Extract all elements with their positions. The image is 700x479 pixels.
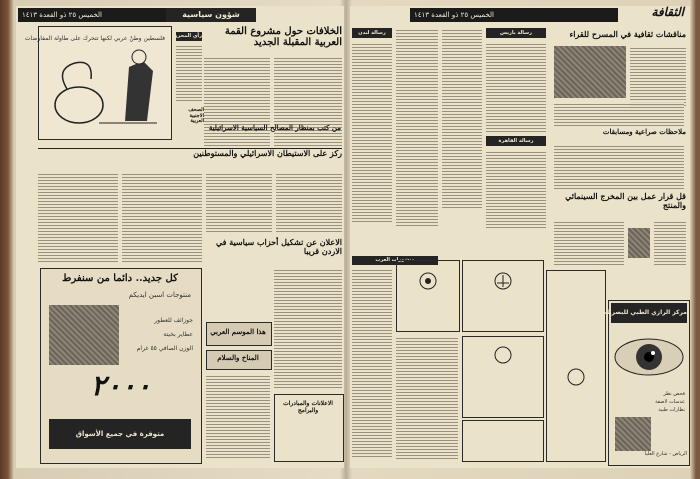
ad-line: عطاير بخيتة bbox=[163, 331, 193, 338]
optics-ad-line: نظارات طبية bbox=[658, 407, 685, 413]
text-column bbox=[630, 46, 686, 106]
right-header-date: الخميس ٢٥ ذو القعدة ١٤١٣ bbox=[410, 8, 618, 22]
cartoon-figures-icon bbox=[24, 27, 171, 139]
author-portrait bbox=[628, 228, 650, 258]
text-column bbox=[442, 28, 482, 208]
text-column bbox=[486, 150, 546, 230]
story-headline-settlements: ركز على الاستيطان الاسرائيلي والمستوطنين bbox=[38, 148, 342, 167]
eye-icon bbox=[609, 327, 689, 387]
text-column bbox=[396, 336, 458, 460]
ad-line: منتوجات اسبن ايديكم bbox=[128, 291, 191, 299]
emblem-icon bbox=[463, 261, 543, 331]
text-column bbox=[206, 172, 272, 232]
culture-headline: مناقشات ثقافية في المسرح للقراء bbox=[569, 29, 686, 39]
ad-footer: متوفرة في جميع الأسواق bbox=[49, 419, 191, 449]
story-headline-jordan-parties: الاعلان عن تشكيل أحزاب سياسية في الاردن قريبا bbox=[215, 237, 342, 256]
story-headline: ملاحظات صراعية ومسابقات bbox=[602, 127, 686, 136]
political-cartoon bbox=[24, 26, 172, 140]
column-head: رسالة لندن bbox=[352, 28, 392, 38]
bordered-notice bbox=[274, 394, 344, 462]
text-column bbox=[554, 220, 624, 266]
emblem-icon bbox=[397, 261, 459, 331]
main-headline: الخلافات حول مشروع القمة العربية المقبلة الجديد bbox=[224, 26, 342, 48]
text-column bbox=[276, 172, 342, 232]
emblem-icon bbox=[547, 271, 605, 461]
optics-advertisement bbox=[601, 300, 690, 466]
cosmetics-advertisement bbox=[40, 268, 202, 464]
boxed-feature-title: المناخ والسلام bbox=[217, 353, 259, 362]
column-head: منشورات العرب bbox=[352, 256, 438, 265]
optics-equipment-photo bbox=[615, 417, 651, 451]
official-notice bbox=[396, 260, 460, 332]
text-column bbox=[654, 220, 686, 266]
text-column bbox=[554, 102, 684, 126]
text-column bbox=[352, 42, 392, 222]
official-notice bbox=[462, 420, 544, 462]
text-column bbox=[486, 42, 546, 132]
boxed-feature-title: هذا الموسم العربي bbox=[210, 327, 266, 336]
column-head: رسالة القاهرة bbox=[486, 136, 546, 146]
text-column bbox=[396, 28, 438, 228]
ad-line: جوزائف للعطور bbox=[154, 317, 193, 324]
right-newspaper-page bbox=[350, 6, 690, 468]
official-notice bbox=[546, 270, 606, 462]
emblem-icon bbox=[463, 337, 543, 417]
text-column bbox=[176, 44, 202, 102]
ad-banner: كل جديد.. دائما من سنفرط bbox=[62, 273, 178, 284]
boxed-feature bbox=[206, 350, 272, 370]
cartoon-caption: فلسطين وطنٌ عربي لكنها تتحرك على طاولة المفاوضات bbox=[24, 35, 165, 42]
column-head: رسالة باريس bbox=[486, 28, 546, 38]
ad-price-sub: الوزن الصافي ٥٥ غرام bbox=[136, 345, 193, 352]
left-newspaper-page bbox=[16, 6, 344, 468]
text-column bbox=[352, 268, 392, 458]
story-headline-cinema: قل قرار عمل بين المخرج السينمائي والمنتج bbox=[565, 191, 686, 210]
optics-ad-footer: الرياض - شارع العليا bbox=[644, 451, 687, 457]
text-column bbox=[274, 268, 342, 388]
page-masthead: الثقافة bbox=[651, 5, 684, 19]
left-header-date: الخميس ٢٥ ذو القعدة ١٤١٣ bbox=[18, 8, 166, 22]
column-head-editor: رأي المحرر bbox=[174, 33, 202, 39]
theatre-photo bbox=[554, 46, 626, 98]
optics-ad-title: مركز الرازي الطبي للبصريات bbox=[611, 303, 687, 323]
optics-ad-line: فحص نظر bbox=[663, 391, 685, 397]
ad-price: ٢٠٠٠ bbox=[90, 369, 152, 402]
text-column bbox=[122, 172, 202, 264]
story-subheadline: من كتب بمنظار المصالح السياسية الاسرائيلية bbox=[208, 123, 341, 132]
story-headline: الصحف الاجنبية العربية bbox=[188, 107, 204, 124]
text-column bbox=[206, 374, 270, 460]
official-notice bbox=[462, 336, 544, 418]
left-section-banner: شؤون سياسية bbox=[166, 8, 256, 22]
optics-ad-line: عدسات لاصقة bbox=[655, 399, 685, 405]
text-column bbox=[38, 172, 118, 264]
notice-text: الاعلانات والمبادرات والبرامج bbox=[283, 400, 333, 414]
boxed-feature bbox=[206, 322, 272, 346]
text-column bbox=[554, 144, 684, 190]
ad-product-photo bbox=[49, 305, 119, 365]
official-notice bbox=[462, 260, 544, 332]
